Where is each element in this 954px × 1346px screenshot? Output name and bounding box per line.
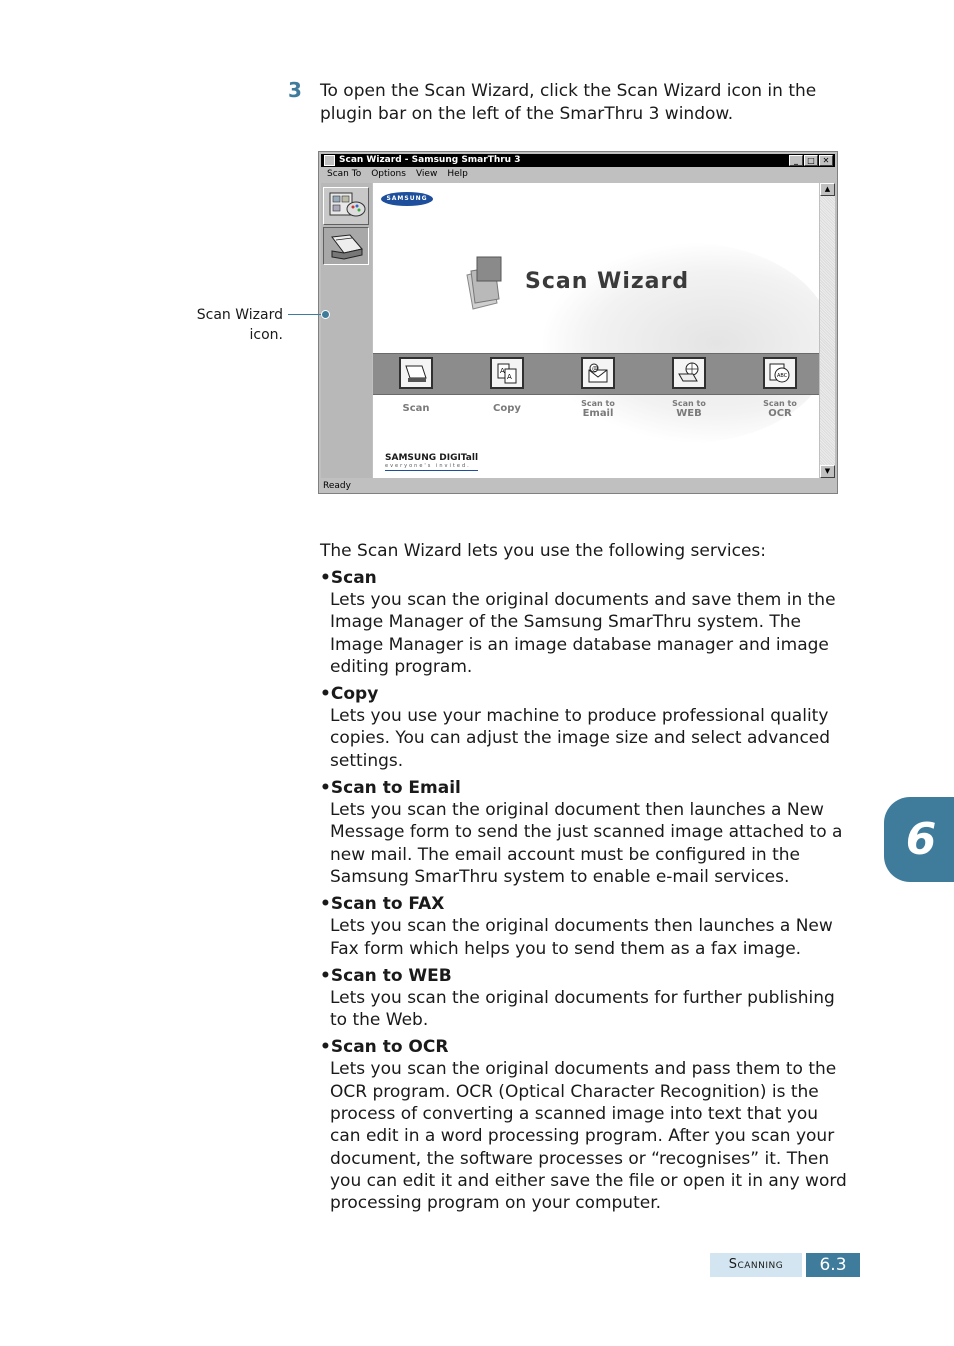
- step-number: 3: [288, 78, 302, 102]
- callout-dot: [321, 310, 330, 319]
- window-title-bar: [321, 154, 835, 167]
- minimize-icon[interactable]: _: [789, 155, 803, 166]
- svg-text:A: A: [500, 367, 505, 375]
- service-label-scan-to-ocr[interactable]: Scan to OCR: [763, 399, 797, 419]
- app-icon: [324, 155, 335, 166]
- list-item: [320, 683, 850, 772]
- image-manager-plugin-icon[interactable]: [323, 187, 369, 225]
- service-description: Lets you scan the original documents and save them in the Image Manager of the Samsung SmarThru system. The Image Manager is an image database manager and image editing program.: [330, 590, 836, 677]
- email-icon[interactable]: [581, 357, 615, 389]
- services-intro: The Scan Wizard lets you use the following services:: [320, 541, 766, 561]
- scroll-down-icon[interactable]: ▼: [820, 465, 835, 478]
- scan-wizard-window-screenshot: [318, 151, 838, 494]
- wizard-content-area: [373, 183, 819, 478]
- service-description: Lets you scan the original documents and pass them to the OCR program. OCR (Optical Character Recognition) is the process of converting a scanned image into text that you can edit in a word processing program. After you scan your document, the software processes or “recognises” it. Then you can edit it and either save the file or open it in any word processing program on your computer.: [330, 1059, 847, 1214]
- service-icon-bar: [373, 353, 819, 395]
- service-heading: •Scan to WEB: [320, 965, 452, 986]
- page-number: 6.3: [806, 1253, 860, 1277]
- wizard-title: Scan Wizard: [525, 269, 690, 294]
- step-instruction: To open the Scan Wizard, click the Scan Wizard icon in the plugin bar on the left of the SmarThru 3 window.: [320, 81, 817, 124]
- scanner-icon[interactable]: [399, 357, 433, 389]
- ocr-icon[interactable]: [763, 357, 797, 389]
- service-heading: •Scan to FAX: [320, 894, 445, 915]
- callout-leader-line: [288, 314, 324, 315]
- window-title: Scan Wizard - Samsung SmarThru 3: [339, 155, 521, 165]
- service-label-scan-to-web[interactable]: Scan to WEB: [672, 399, 706, 419]
- list-item: [320, 893, 850, 960]
- list-item: [320, 1036, 850, 1214]
- footer-section-name: Scanning: [710, 1253, 802, 1277]
- maximize-icon[interactable]: □: [804, 155, 818, 166]
- menu-view[interactable]: View: [415, 169, 438, 179]
- service-label-copy[interactable]: Copy: [493, 403, 521, 414]
- menu-help[interactable]: Help: [447, 169, 468, 179]
- status-bar: Ready: [323, 481, 351, 491]
- chapter-tab: 6: [884, 797, 954, 882]
- scan-wizard-emblem-icon: [461, 253, 517, 317]
- service-description: Lets you use your machine to produce professional quality copies. You can adjust the image size and select advanced settings.: [330, 706, 831, 771]
- service-list: [320, 567, 850, 1220]
- service-description: Lets you scan the original documents for further publishing to the Web.: [330, 987, 835, 1031]
- scroll-up-icon[interactable]: ▲: [820, 183, 835, 196]
- scan-wizard-plugin-icon[interactable]: [323, 227, 369, 265]
- service-label-scan-to-email[interactable]: Scan to Email: [581, 399, 615, 419]
- scan-wizard-icon-callout: Scan Wizard icon.: [196, 307, 283, 343]
- menu-scan-to[interactable]: Scan To: [327, 169, 362, 179]
- menu-bar: [321, 168, 835, 181]
- svg-text:ABC: ABC: [777, 373, 788, 379]
- service-heading: •Scan: [320, 568, 377, 588]
- list-item: [320, 567, 850, 678]
- vertical-scrollbar[interactable]: [820, 183, 835, 478]
- close-icon[interactable]: ✕: [819, 155, 833, 166]
- service-heading: •Scan to OCR: [320, 1037, 449, 1058]
- samsung-digitall-logo: SAMSUNG DIGITall everyone's invited.: [385, 453, 479, 469]
- plugin-bar: [321, 183, 372, 478]
- service-label-scan[interactable]: Scan: [402, 403, 430, 414]
- copy-icon[interactable]: [490, 357, 524, 389]
- svg-text:A: A: [507, 373, 512, 381]
- service-description: Lets you scan the original document then launches a New Message form to send the just scanned image attached to a new mail. The email account must be configured in the Samsung SmarThru system to enable e-mail services.: [330, 800, 843, 887]
- list-item: [320, 777, 850, 888]
- service-heading: •Scan to Email: [320, 778, 461, 799]
- service-heading: •Copy: [320, 684, 379, 705]
- svg-text:@: @: [592, 365, 598, 373]
- web-icon[interactable]: [672, 357, 706, 389]
- service-description: Lets you scan the original documents then launches a New Fax form which helps you to send them as a fax image.: [330, 916, 833, 959]
- samsung-logo: SAMSUNG: [381, 192, 433, 206]
- list-item: [320, 965, 850, 1032]
- menu-options[interactable]: Options: [371, 169, 406, 179]
